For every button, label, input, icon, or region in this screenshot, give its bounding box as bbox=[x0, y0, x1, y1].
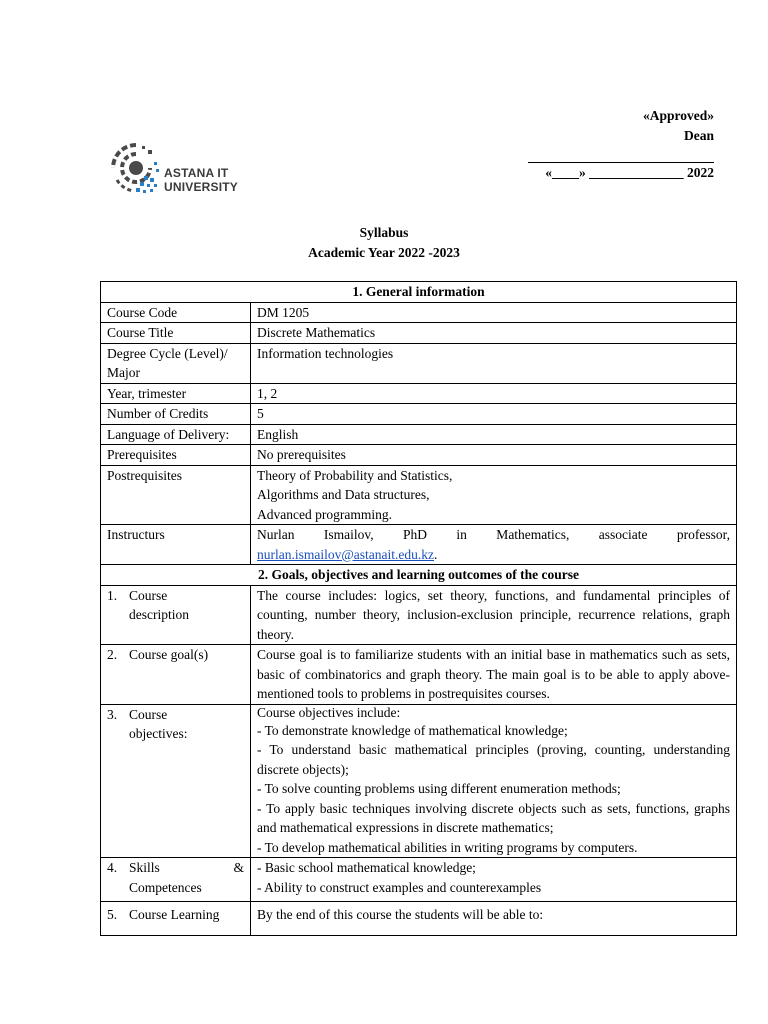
approved-label: «Approved» bbox=[642, 108, 714, 123]
postrequisites-value bbox=[251, 465, 737, 525]
row-value: Information technologies bbox=[251, 343, 737, 383]
university-logo bbox=[110, 136, 250, 200]
learning-text: By the end of this course the students will be able to: bbox=[251, 902, 737, 936]
goal-label bbox=[101, 645, 251, 705]
objective-item: - To develop mathematical abilities in writing programs by computers. bbox=[257, 839, 638, 855]
date-blank: «____» ______________ bbox=[545, 165, 684, 180]
row-value: No prerequisites bbox=[251, 445, 737, 466]
instructors-label: Instructurs bbox=[101, 525, 251, 565]
learning-label bbox=[101, 902, 251, 936]
description-text: The course includes: logics, set theory, functions, and fundamental principles of counting, number theory, inclusion-exclusion principle, recurrence relations, graph theory. bbox=[251, 585, 737, 645]
objective-item: - To solve counting problems using different enumeration methods; bbox=[257, 781, 621, 796]
approval-year: 2022 bbox=[687, 165, 714, 180]
table-row bbox=[101, 404, 737, 425]
syllabus-table bbox=[100, 281, 737, 936]
objective-item: - To demonstrate knowledge of mathematical knowledge; bbox=[257, 722, 568, 738]
objectives-label bbox=[101, 704, 251, 858]
table-row bbox=[101, 704, 737, 858]
section-2-title: 2. Goals, objectives and learning outcomes of the course bbox=[101, 565, 737, 586]
approval-date bbox=[528, 163, 714, 183]
item-label-ampersand: & bbox=[233, 860, 244, 875]
logo-line-1: ASTANA IT bbox=[164, 166, 229, 180]
document-title bbox=[0, 223, 768, 263]
skills-text bbox=[251, 858, 737, 902]
row-value: 5 bbox=[251, 404, 737, 425]
row-label: Course Title bbox=[101, 323, 251, 344]
table-row bbox=[101, 445, 737, 466]
email-trailing-period: . bbox=[434, 546, 438, 562]
table-row bbox=[101, 343, 737, 383]
item-number: 2. bbox=[107, 647, 118, 662]
item-label: Course Learning bbox=[129, 907, 220, 922]
row-value: DM 1205 bbox=[251, 302, 737, 323]
item-label: Course objectives: bbox=[129, 706, 188, 741]
postrequisite-item: Advanced programming. bbox=[257, 506, 392, 522]
item-number: 4. bbox=[107, 860, 118, 875]
table-row bbox=[101, 525, 737, 565]
row-value: English bbox=[251, 424, 737, 445]
syllabus-heading: Syllabus bbox=[359, 225, 409, 240]
table-row bbox=[101, 302, 737, 323]
objective-item: - To apply basic techniques involving discrete objects such as sets, functions, graphs and mathematical expressions in discrete mathematics; bbox=[257, 800, 730, 835]
objective-item: - To understand basic mathematical principles (proving, counting, understanding discrete objects); bbox=[257, 742, 730, 777]
table-row bbox=[101, 902, 737, 936]
signature-line bbox=[528, 146, 714, 163]
objectives-intro: Course objectives include: bbox=[257, 704, 401, 720]
section-1-title: 1. General information bbox=[101, 282, 737, 303]
instructor-email-link[interactable]: nurlan.ismailov@astanait.edu.kz bbox=[257, 546, 435, 562]
objectives-text bbox=[251, 704, 737, 858]
approval-block bbox=[528, 106, 714, 183]
postrequisites-label: Postrequisites bbox=[101, 465, 251, 525]
logo-line-2: UNIVERSITY bbox=[164, 180, 239, 194]
item-number: 5. bbox=[107, 907, 118, 922]
item-number: 3. bbox=[107, 706, 118, 722]
row-label: Degree Cycle (Level)/ Major bbox=[101, 343, 251, 383]
table-row bbox=[101, 465, 737, 525]
table-row bbox=[101, 323, 737, 344]
row-label: Prerequisites bbox=[101, 445, 251, 466]
table-row bbox=[101, 424, 737, 445]
instructor-name: Nurlan Ismailov, PhD in Mathematics, associate professor, bbox=[257, 527, 730, 542]
item-number: 1. bbox=[107, 587, 118, 603]
table-row bbox=[101, 383, 737, 404]
item-label: Course description bbox=[129, 587, 189, 622]
table-row bbox=[101, 645, 737, 705]
postrequisite-item: Theory of Probability and Statistics, bbox=[257, 467, 453, 483]
instructors-value bbox=[251, 525, 737, 565]
skills-label bbox=[101, 858, 251, 902]
row-label: Year, trimester bbox=[101, 383, 251, 404]
item-label: Skills bbox=[129, 860, 160, 875]
skill-item: - Ability to construct examples and counterexamples bbox=[257, 879, 542, 895]
row-value: 1, 2 bbox=[251, 383, 737, 404]
section-2-header-row bbox=[101, 565, 737, 586]
table-row bbox=[101, 858, 737, 902]
logo-text bbox=[164, 166, 238, 194]
item-label: Course goal(s) bbox=[129, 647, 209, 662]
row-value: Discrete Mathematics bbox=[251, 323, 737, 344]
skill-item: - Basic school mathematical knowledge; bbox=[257, 860, 476, 875]
logo-mark-icon bbox=[110, 136, 162, 200]
row-label: Number of Credits bbox=[101, 404, 251, 425]
item-label-continued: Competences bbox=[129, 879, 202, 895]
postrequisite-item: Algorithms and Data structures, bbox=[257, 487, 430, 502]
academic-year: Academic Year 2022 -2023 bbox=[308, 245, 460, 260]
row-label: Course Code bbox=[101, 302, 251, 323]
description-label bbox=[101, 585, 251, 645]
table-row bbox=[101, 585, 737, 645]
section-1-header-row bbox=[101, 282, 737, 303]
row-label: Language of Delivery: bbox=[101, 424, 251, 445]
goal-text: Course goal is to familiarize students with an initial base in mathematics such as sets, basic of combinatorics and graph theory. The main goal is to be able to apply above-mentioned tools to problems in postrequisites courses. bbox=[251, 645, 737, 705]
dean-label: Dean bbox=[684, 128, 714, 143]
